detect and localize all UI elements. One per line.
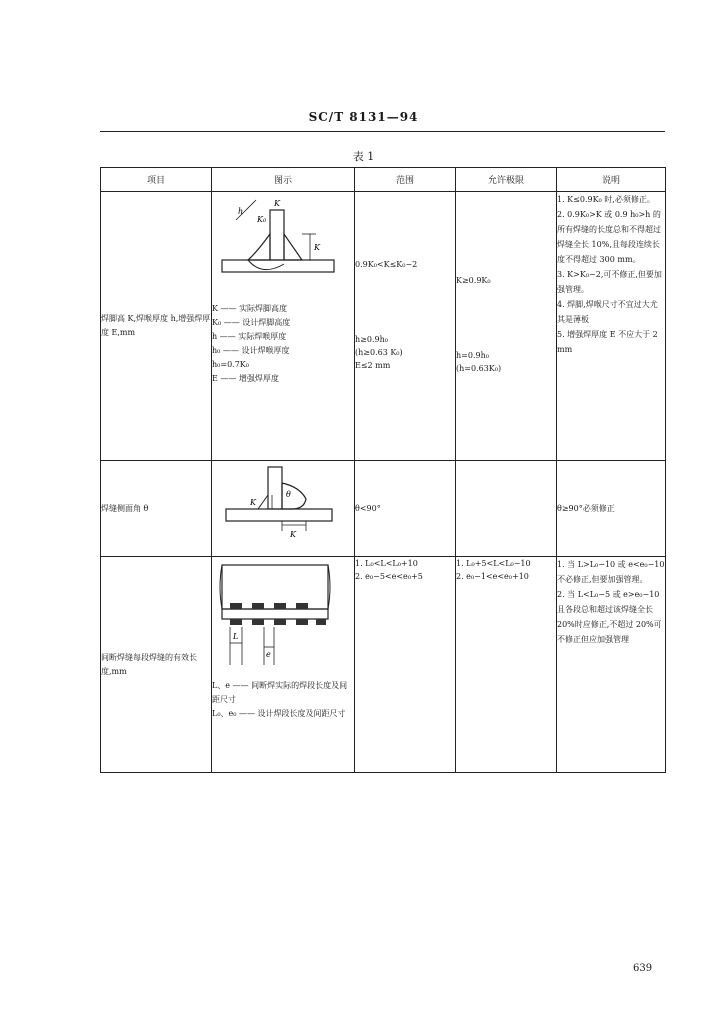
note-line: 1. K≤0.9K₀ 时,必须修正。 bbox=[557, 195, 655, 204]
legend-line: K —— 实际焊脚高度 bbox=[212, 304, 288, 313]
range-line: (h≥0.63 K₀) bbox=[355, 348, 403, 357]
figure-cell bbox=[212, 461, 355, 557]
tolerance-line: (h=0.63K₀) bbox=[456, 364, 502, 373]
label-k-side: K bbox=[250, 498, 256, 507]
note-line: 2. 当 L<L₀−5 或 e>e₀−10 且各段总和超过该焊缝全长 20%时应修正,不超过 20%可不修正但应加强管理 bbox=[557, 590, 662, 644]
legend-line: h₀=0.7K₀ bbox=[212, 360, 249, 369]
legend-line: L、e —— 间断焊实际的焊段长度及间距尺寸 bbox=[212, 681, 348, 704]
label-h: h bbox=[238, 207, 244, 216]
figure-cell bbox=[212, 557, 355, 773]
note-line: 3. K>K₀−2,可不修正,但要加强管理。 bbox=[557, 270, 662, 294]
label-l: L bbox=[233, 632, 239, 641]
table-row bbox=[101, 192, 666, 461]
range-line: 1. L₀<L<L₀+10 bbox=[355, 559, 418, 568]
label-theta: θ bbox=[286, 490, 291, 499]
standard-code: SC/T 8131—94 bbox=[308, 110, 419, 124]
label-k: K bbox=[274, 199, 280, 208]
legend-line: K₀ —— 设计焊脚高度 bbox=[212, 318, 291, 327]
side-angle-figure bbox=[212, 461, 337, 543]
item-cell: 焊脚高 K,焊喉厚度 h,增强焊厚度 E,mm bbox=[101, 192, 212, 461]
tolerance-line: 2. e₀−1<e<e₀+10 bbox=[456, 572, 529, 581]
tolerance-line: 1. L₀+5<L<L₀−10 bbox=[456, 559, 531, 568]
notes-cell bbox=[557, 557, 666, 773]
col-header-range: 范围 bbox=[355, 168, 456, 192]
range-line: 0.9K₀<K≤K₀−2 bbox=[355, 260, 418, 269]
fillet-weld-figure bbox=[212, 192, 337, 292]
label-k-bottom: K bbox=[290, 530, 296, 539]
label-k0: K₀ bbox=[257, 215, 267, 224]
range-cell bbox=[355, 461, 456, 557]
col-header-tolerance: 允许极限 bbox=[456, 168, 557, 192]
range-line: 2. e₀−5<e<e₀+5 bbox=[355, 572, 423, 581]
note-line: θ≥90°必须修正 bbox=[557, 504, 615, 513]
notes-cell bbox=[557, 192, 666, 461]
note-line: 2. 0.9K₀>K 或 0.9 h₀>h 的所有焊缝的长度总和不得超过焊缝全长 10%,且每段连续长度不得超过 300 mm。 bbox=[557, 210, 661, 264]
figure-cell bbox=[212, 192, 355, 461]
tolerance-line: h=0.9h₀ bbox=[456, 351, 489, 360]
header-rule bbox=[100, 131, 665, 132]
page-number: 639 bbox=[633, 963, 653, 974]
legend bbox=[212, 679, 354, 721]
table-title: 表 1 bbox=[352, 150, 375, 163]
item-cell: 焊缝侧面角 θ bbox=[101, 461, 212, 557]
note-line: 5. 增强焊厚度 E 不应大于 2 mm bbox=[557, 330, 658, 354]
legend-line: h —— 实际焊喉厚度 bbox=[212, 332, 287, 341]
range-cell bbox=[355, 192, 456, 461]
legend-line: L₀、e₀ —— 设计焊段长度及间距尺寸 bbox=[212, 709, 346, 718]
tolerance-cell bbox=[456, 461, 557, 557]
label-k-right: K bbox=[314, 243, 320, 252]
notes-cell bbox=[557, 461, 666, 557]
range-line: h≥0.9h₀ bbox=[355, 335, 388, 344]
col-header-notes: 说明 bbox=[557, 168, 666, 192]
tolerance-line: K≥0.9K₀ bbox=[456, 276, 491, 285]
tolerance-cell bbox=[456, 557, 557, 773]
col-header-figure: 图示 bbox=[212, 168, 355, 192]
legend-line: h₀ —— 设计焊喉厚度 bbox=[212, 346, 290, 355]
label-e: e bbox=[266, 650, 271, 659]
legend bbox=[212, 302, 354, 386]
tolerance-table bbox=[100, 167, 666, 773]
item-cell: 间断焊缝每段焊缝的有效长度,mm bbox=[101, 557, 212, 773]
note-line: 4. 焊脚,焊喉尺寸不宜过大尤其是薄板 bbox=[557, 300, 658, 324]
range-line: E≤2 mm bbox=[355, 361, 391, 370]
table-row bbox=[101, 461, 666, 557]
table-header-row bbox=[101, 168, 666, 192]
table-row bbox=[101, 557, 666, 773]
range-cell bbox=[355, 557, 456, 773]
tolerance-cell bbox=[456, 192, 557, 461]
col-header-item: 项目 bbox=[101, 168, 212, 192]
range-line: θ<90° bbox=[355, 504, 381, 513]
intermittent-weld-figure bbox=[212, 557, 337, 669]
note-line: 1. 当 L>L₀−10 或 e<e₀−10 不必修正,但要加强管理。 bbox=[557, 560, 665, 584]
legend-line: E —— 增强焊厚度 bbox=[212, 374, 279, 383]
